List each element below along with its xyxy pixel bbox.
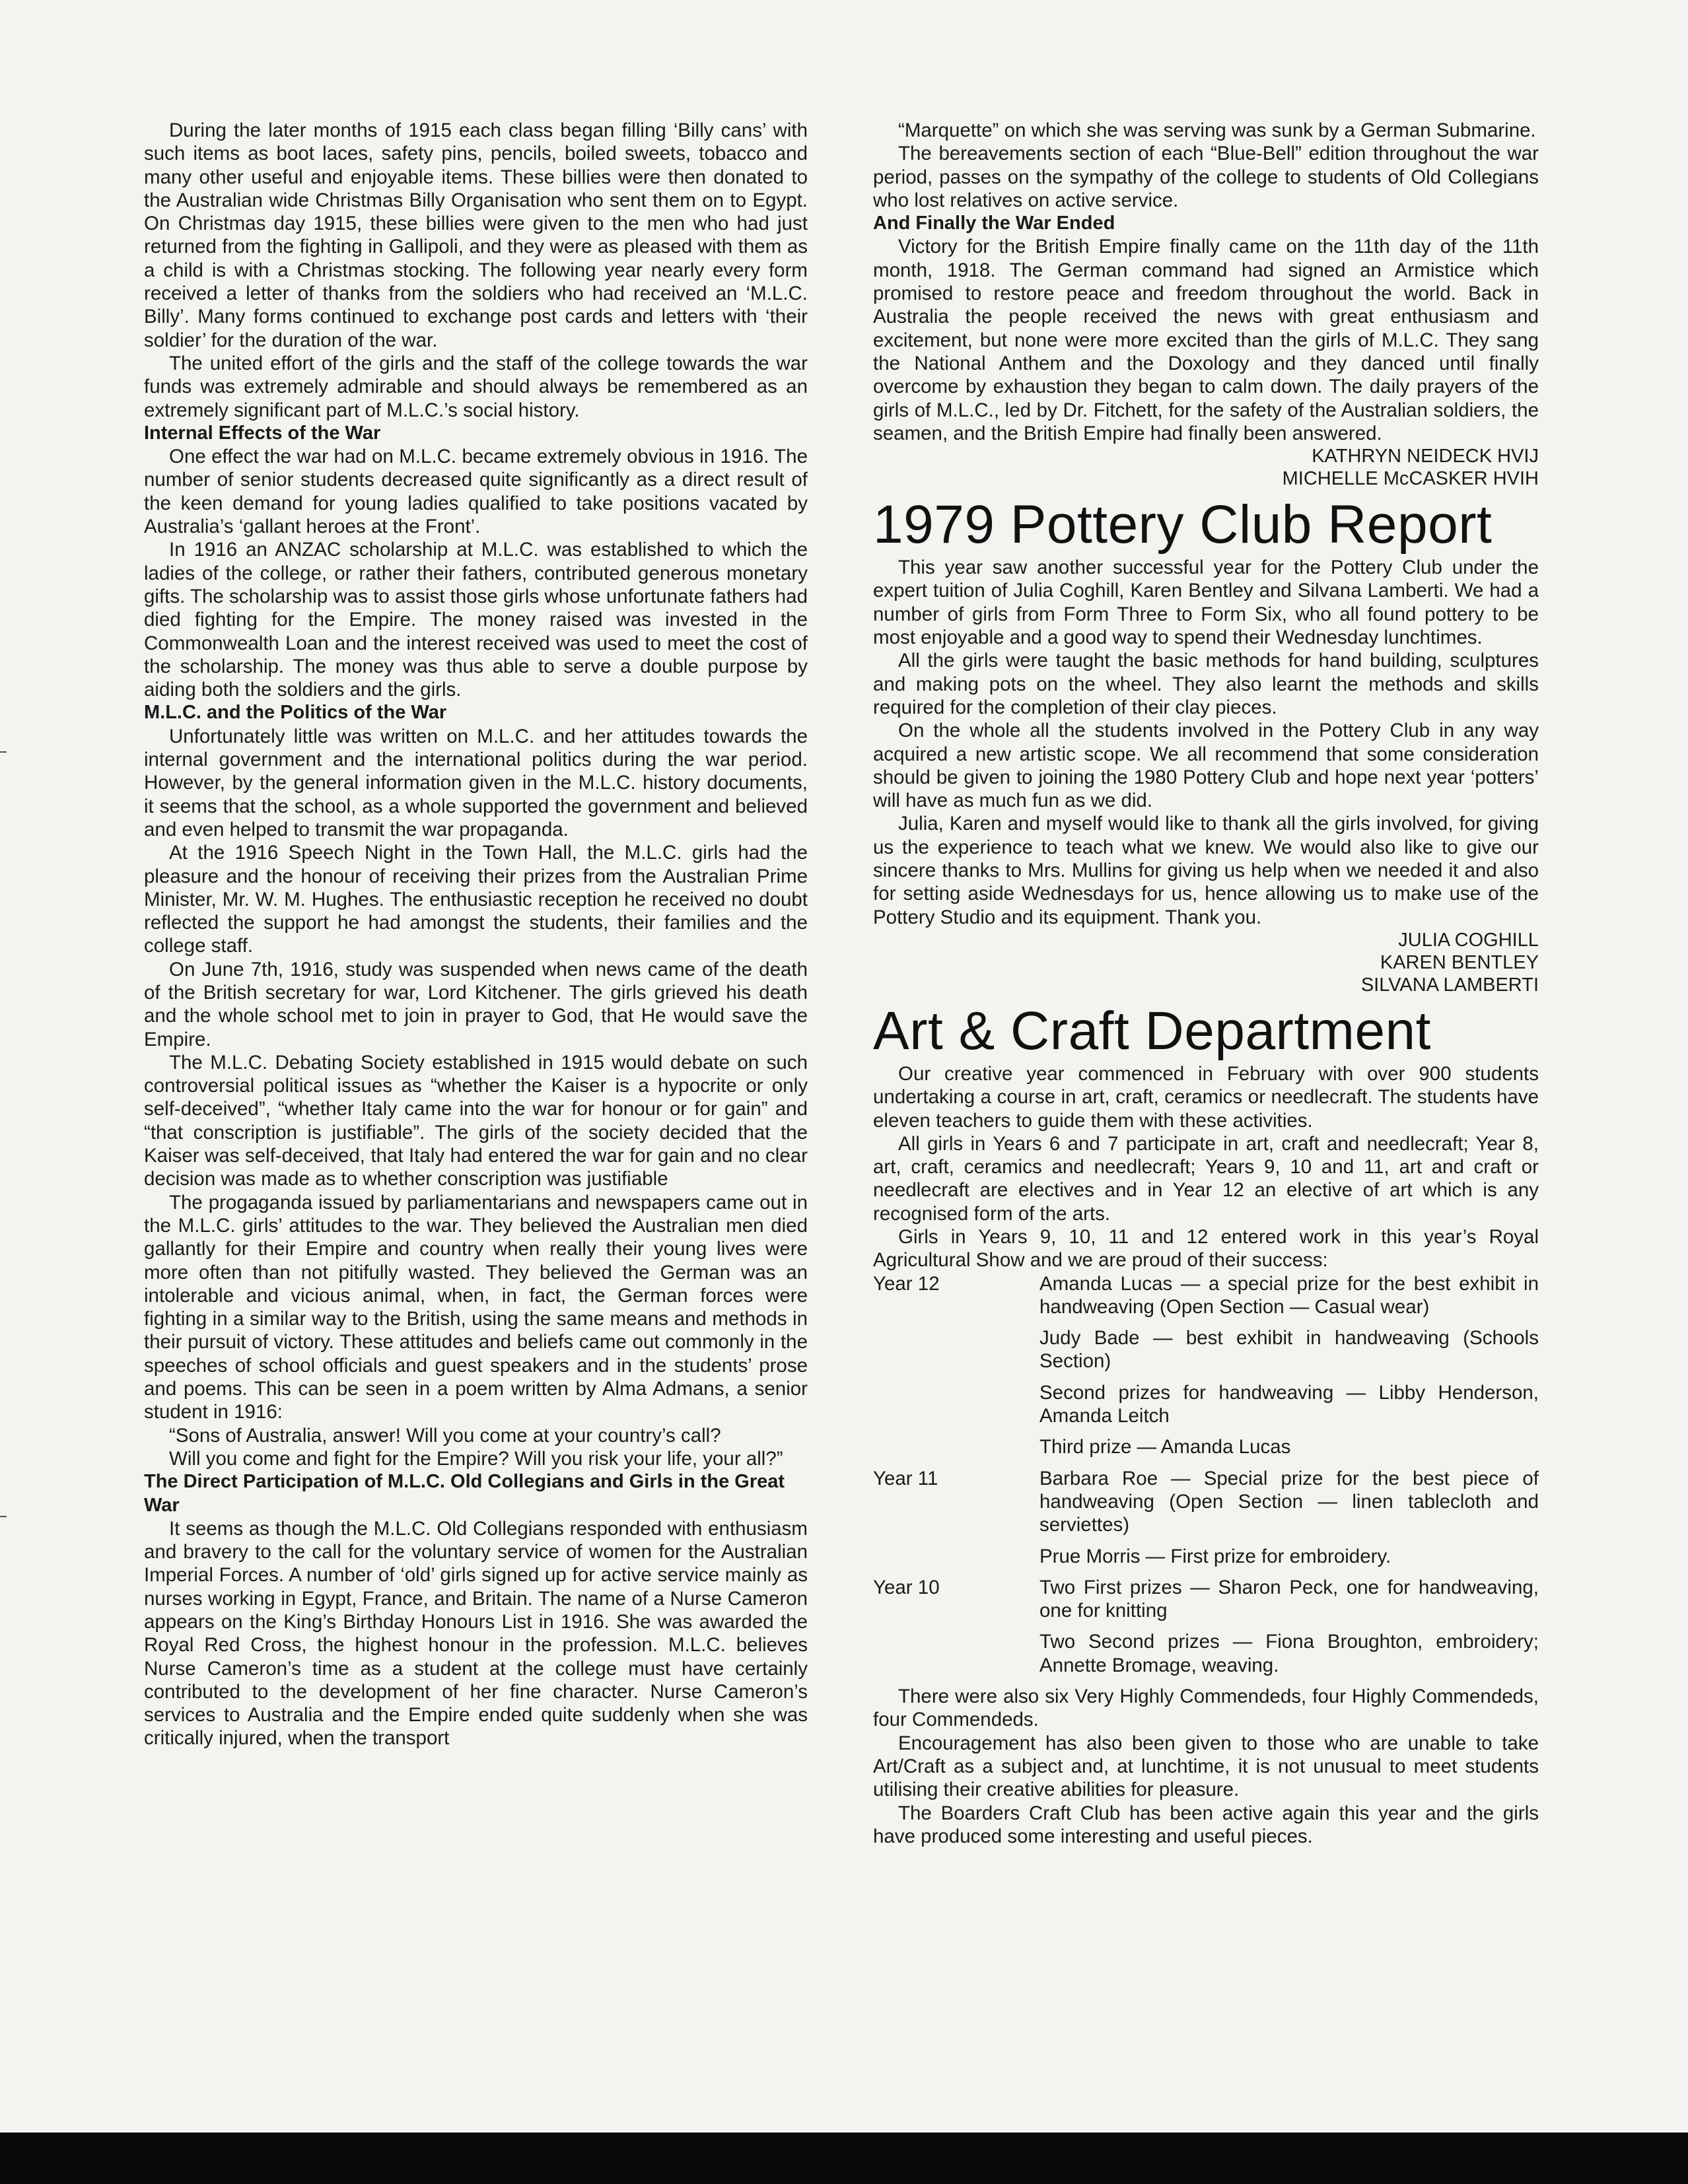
award-item: Judy Bade — best exhibit in handweaving (Schools Section) [1039,1327,1539,1373]
paragraph: It seems as though the M.L.C. Old Collegians responded with enthusiasm and bravery to the call for the voluntary service of women for the Australian Imperial Forces. A number of ‘old’ girls signed up for active service mainly as nurses working in Egypt, France, and Britain. The name of a Nurse Cameron appears on the King’s Birthday Honours List in 1916. She was awarded the Royal Red Cross, the highest honour in the profession. M.L.C. believes Nurse Cameron’s time as a student at the college must have certainly contributed to the development of her fine character. Nurse Cameron’s services to Australia and the Empire ended quite suddenly when she was critically injured, when the transport [144,1517,808,1750]
awards-list [873,1272,1539,1685]
pottery-report-title: 1979 Pottery Club Report [873,495,1493,555]
section-heading: And Finally the War Ended [873,213,1115,234]
paragraph: During the later months of 1915 each class began filling ‘Billy cans’ with such items as boot laces, safety pins, pencils, boiled sweets, tobacco and many other useful and enjoyable items. These billies were then donated to the Australian wide Christmas Billy Organisation who sent them on to Egypt. On Christmas day 1915, these billies were given to the men who had just returned from the fighting in Gallipoli, and they were as pleased with them as a child is with a Christmas stocking. The following year nearly every form received a letter of thanks from the soldiers who had received an ‘M.L.C. Billy’. Many forms continued to exchange post cards and letters with ‘their soldier’ for the duration of the war. [144,119,808,351]
paragraph: The Boarders Craft Club has been active again this year and the girls have produced some interesting and useful pieces. [873,1802,1539,1847]
award-year: Year 11 [873,1467,938,1489]
award-item: Amanda Lucas — a special prize for the best exhibit in handweaving (Open Section — Casual wear) [1039,1272,1539,1318]
paragraph: There were also six Very Highly Commendeds, four Highly Commendeds, four Commendeds. [873,1686,1539,1731]
award-item: Third prize — Amanda Lucas [1039,1436,1291,1458]
author-signature: KAREN BENTLEY [1380,951,1539,973]
author-signature: JULIA COGHILL [1398,929,1539,951]
paragraph: At the 1916 Speech Night in the Town Hall, the M.L.C. girls had the pleasure and the honour of receiving their prizes from the Australian Prime Minister, Mr. W. M. Hughes. The enthusiastic reception he received no doubt reflected the support he had amongst the students, their families and the college staff. [144,842,808,957]
poem-line: “Sons of Australia, answer! Will you come at your country’s call? [169,1424,721,1447]
award-row-year-11 [873,1467,1539,1576]
paragraph: On the whole all the students involved in the Pottery Club in any way acquired a new artistic scope. We all recommend that some consideration should be given to joining the 1980 Pottery Club and hope next year ‘potters’ will have as much fun as we did. [873,720,1539,812]
poem-line: Will you come and fight for the Empire? Will you risk your life, your all?” [169,1447,783,1470]
paragraph: This year saw another successful year for the Pottery Club under the expert tuition of Julia Coghill, Karen Bentley and Silvana Lamberti. We had a number of girls from Form Three to Form Six, who all found pottery to be most enjoyable and a good way to spend their Wednesday lunchtimes. [873,557,1539,649]
paragraph: On June 7th, 1916, study was suspended when news came of the death of the British secretary for war, Lord Kitchener. The girls grieved his death and the whole school met to join in prayer to God, that He would save the Empire. [144,958,808,1050]
paragraph: Our creative year commenced in February with over 900 students undertaking a course in art, craft, ceramics or needlecraft. The students have eleven teachers to guide them with these activities. [873,1062,1539,1132]
paragraph: The bereavements section of each “Blue-Bell” edition throughout the war period, passes on the sympathy of the college to students of Old Collegians who lost relatives on active service. [873,143,1539,211]
section-heading: Internal Effects of the War [144,422,381,444]
paragraph: Unfortunately little was written on M.L.C. and her attitudes towards the internal government and the international politics during the war period. However, by the general information given in the M.L.C. history documents, it seems that the school, as a whole supported the government and believed and even helped to transmit the war propaganda. [144,725,808,840]
award-year: Year 12 [873,1272,940,1295]
paragraph: Julia, Karen and myself would like to thank all the girls involved, for giving us the experience to teach what we knew. We would also like to give our sincere thanks to Mrs. Mullins for giving us help when we needed it and also for setting aside Wednesdays for us, hence allowing us to make use of the Pottery Studio and its equipment. Thank you. [873,813,1539,928]
paragraph: All girls in Years 6 and 7 participate in art, craft and needlecraft; Year 8, art, craft, ceramics and needlecraft; Years 9, 10 and 11, art and craft or needlecraft are electives and in Year 12 an elective of art which is any recognised form of the arts. [873,1132,1539,1225]
left-column [144,119,808,1750]
paragraph: In 1916 an ANZAC scholarship at M.L.C. was established to which the ladies of the college, or rather their fathers, contributed generous monetary gifts. The scholarship was to assist those girls whose unfortunate fathers had died fighting for the Empire. The money raised was invested in the Commonwealth Loan and the interest received was used to meet the cost of the scholarship. The money was thus able to serve a double purpose by aiding both the soldiers and the girls. [144,539,808,701]
paragraph: “Marquette” on which she was serving was sunk by a German Submarine. [898,119,1536,141]
art-craft-title: Art & Craft Department [873,1000,1431,1061]
author-signature: SILVANA LAMBERTI [1360,974,1539,996]
scan-bottom-border [0,2133,1688,2184]
award-item: Two First prizes — Sharon Peck, one for handweaving, one for knitting [1039,1576,1539,1622]
paragraph: One effect the war had on M.L.C. became extremely obvious in 1916. The number of senior students decreased quite significantly as a direct result of the keen demand for young ladies qualified to take positions vacated by Australia’s ‘gallant heroes at the Front’. [144,446,808,538]
award-item: Two Second prizes — Fiona Broughton, embroidery; Annette Bromage, weaving. [1039,1631,1539,1676]
award-row-year-10 [873,1576,1539,1685]
paragraph: Encouragement has also been given to those who are unable to take Art/Craft as a subject and, at lunchtime, it is not unusual to meet students utilising their creative abilities for pleasure. [873,1732,1539,1801]
author-signature: MICHELLE McCASKER HVIH [1282,468,1539,490]
award-year: Year 10 [873,1576,940,1598]
scan-edge-mark [0,751,7,753]
award-item: Prue Morris — First prize for embroidery. [1039,1545,1391,1567]
award-item: Barbara Roe — Special prize for the best piece of handweaving (Open Section — linen tablecloth and serviettes) [1039,1467,1539,1536]
paragraph: The M.L.C. Debating Society established in 1915 would debate on such controversial political issues as “whether the Kaiser is a hypocrite or only self-deceived”, “whether Italy came into the war for honour or for gain” and “that conscription is justifiable”. The girls of the society decided that the Kaiser was self-deceived, that Italy had entered the war for gain and no clear decision was made as to whether conscription was justifiable [144,1051,808,1190]
scan-edge-mark [0,1516,7,1517]
paragraph: The united effort of the girls and the staff of the college towards the war funds was extremely admirable and should always be remembered as an extremely significant part of M.L.C.’s social history. [144,352,808,421]
section-heading: The Direct Participation of M.L.C. Old Collegians and Girls in the Great War [144,1471,785,1516]
paragraph: The progaganda issued by parliamentarians and newspapers came out in the M.L.C. girls’ attitudes to the war. They believed the Australian men died gallantly for their Empire and country when really their young lives were more often than not pitifully wasted. They believed the German was an intolerable and vicious animal, when, in fact, the German forces were fighting in a similar way to the British, using the same means and methods in their pursuit of victory. These attitudes and beliefs came out commonly in the speeches of school officials and guest speakers and in the students’ prose and poems. This can be seen in a poem written by Alma Admans, a senior student in 1916: [144,1191,808,1423]
section-heading: M.L.C. and the Politics of the War [144,702,447,724]
award-item: Second prizes for handweaving — Libby Henderson, Amanda Leitch [1039,1381,1539,1427]
right-column [873,119,1539,1848]
paragraph: Girls in Years 9, 10, 11 and 12 entered work in this year’s Royal Agricultural Show and we are proud of their success: [873,1225,1539,1272]
paragraph: All the girls were taught the basic methods for hand building, sculptures and making pots on the wheel. They also learnt the methods and skills required for the completion of their clay pieces. [873,650,1539,718]
paragraph: Victory for the British Empire finally came on the 11th day of the 11th month, 1918. The German command had signed an Armistice which promised to restore peace and freedom throughout the world. Back in Australia the people received the news with great enthusiasm and excitement, but none were more excited than the girls of M.L.C. They sang the National Anthem and the Doxology and they danced until finally overcome by exhaustion they began to calm down. The daily prayers of the girls of M.L.C., led by Dr. Fitchett, for the safety of the Australian soldiers, the seamen, and the British Empire had finally been answered. [873,236,1539,444]
award-row-year-12 [873,1272,1539,1467]
author-signature: KATHRYN NEIDECK HVIJ [1312,446,1539,467]
